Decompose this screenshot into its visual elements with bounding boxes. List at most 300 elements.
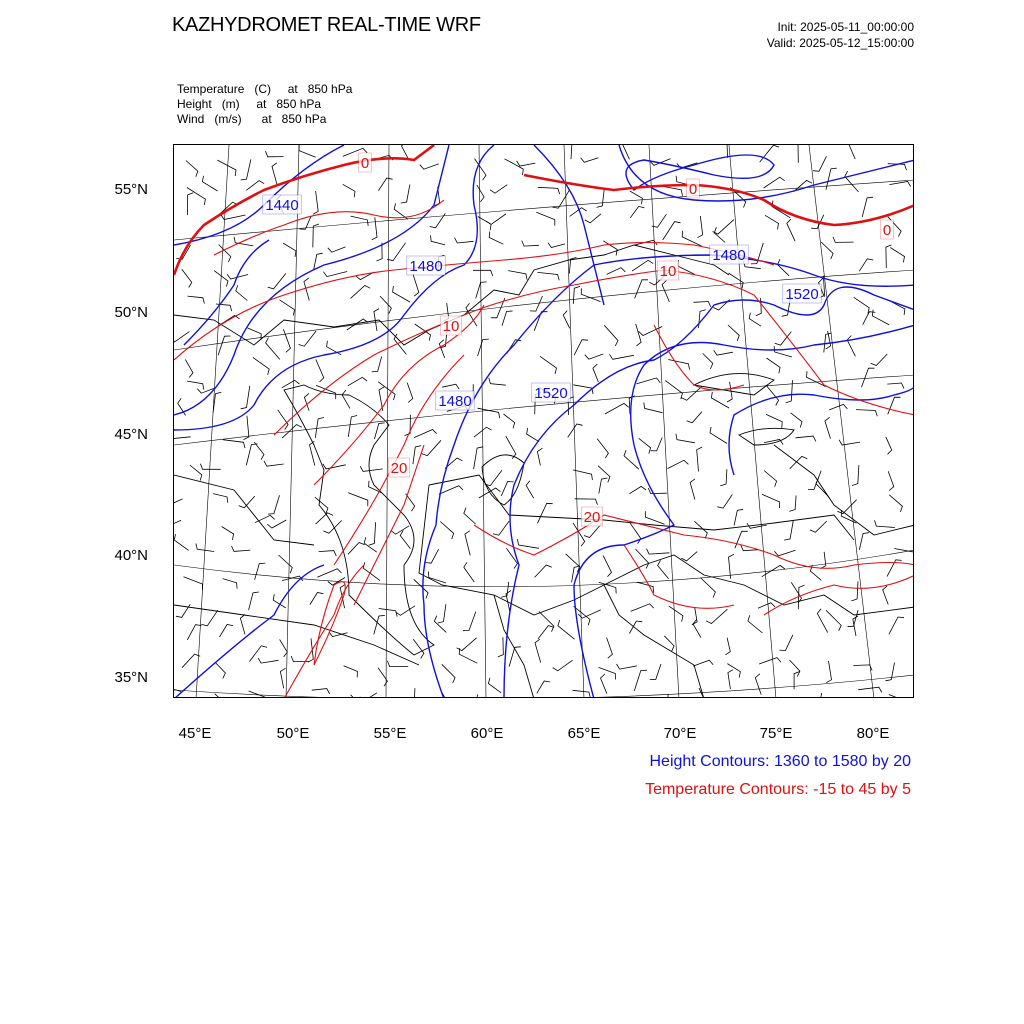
- caspian-coast: [284, 385, 434, 655]
- wind-barb: [236, 285, 248, 300]
- height-contour: [174, 145, 494, 430]
- wind-barb: [184, 577, 203, 590]
- wind-barb: [506, 548, 517, 568]
- wind-barb: [328, 247, 346, 252]
- wind-barb: [498, 637, 504, 657]
- wind-barb: [617, 664, 638, 669]
- wind-barb: [439, 486, 463, 495]
- wind-barb: [380, 296, 391, 314]
- wind-barb: [188, 193, 194, 215]
- wind-barb: [535, 639, 541, 662]
- wind-barb: [774, 346, 792, 357]
- wind-barb: [223, 579, 237, 589]
- wind-barb: [875, 520, 895, 527]
- wind-barb: [455, 238, 474, 243]
- lat-tick-45n: 45°N: [114, 426, 148, 443]
- height-contour-label: [436, 391, 474, 410]
- wind-barb: [538, 187, 560, 194]
- wind-barb: [348, 493, 368, 507]
- wind-barb: [396, 606, 416, 616]
- wind-barb: [774, 550, 795, 556]
- wind-barb: [779, 635, 793, 651]
- meridian-60e: [479, 145, 486, 698]
- wind-barb: [767, 358, 781, 373]
- wind-barb: [786, 380, 793, 403]
- wind-barb: [317, 569, 341, 578]
- height-contour-label: [532, 383, 570, 402]
- wind-barb: [351, 216, 369, 226]
- parallel-35n: [174, 675, 914, 698]
- height-contour: [423, 255, 914, 698]
- wind-barb: [634, 670, 647, 691]
- wind-barb: [490, 185, 507, 194]
- border-line: [174, 605, 419, 665]
- wind-barb: [635, 280, 648, 299]
- wind-barb: [676, 434, 695, 443]
- wind-barb: [829, 404, 847, 410]
- svg-text:0: 0: [360, 155, 370, 172]
- height-contours: [174, 145, 914, 698]
- wind-barb: [232, 546, 251, 551]
- wind-barb: [434, 616, 446, 633]
- wind-barb: [669, 606, 683, 622]
- wind-barb: [409, 688, 415, 698]
- lat-tick-40n: 40°N: [114, 547, 148, 564]
- wind-barb: [681, 552, 697, 561]
- map-plot-area: [173, 144, 914, 698]
- meridian-65e: [564, 145, 584, 698]
- wind-barb: [517, 539, 539, 548]
- field-temperature: Temperature (C) at 850 hPa: [177, 82, 353, 96]
- wind-barb: [701, 578, 716, 598]
- wind-barb: [489, 378, 506, 385]
- wind-barb: [798, 145, 804, 163]
- wind-barb: [488, 678, 501, 693]
- wind-barb: [826, 168, 837, 190]
- wind-barb: [871, 354, 888, 366]
- wind-barb: [662, 281, 669, 303]
- wind-barb: [706, 609, 727, 623]
- run-info: [767, 19, 914, 51]
- svg-text:1440: 1440: [265, 197, 299, 214]
- wind-barb: [573, 523, 585, 546]
- wind-barb: [241, 386, 250, 409]
- svg-text:0: 0: [882, 222, 892, 239]
- wind-barb: [848, 610, 859, 627]
- wind-barb: [889, 617, 904, 634]
- wind-barb: [254, 442, 264, 460]
- wind-barb: [188, 296, 205, 304]
- wind-barb: [507, 340, 522, 354]
- meridian-75e: [729, 145, 776, 698]
- wind-barb: [439, 340, 444, 358]
- wind-barb: [537, 448, 542, 465]
- wind-barb: [431, 235, 446, 245]
- wind-barb: [837, 500, 856, 514]
- wind-barb: [372, 357, 382, 372]
- wind-barb: [248, 328, 262, 340]
- wind-barb: [527, 428, 539, 442]
- wind-barb: [202, 176, 217, 191]
- wind-barb: [599, 478, 608, 493]
- lon-tick-80e: 80°E: [856, 725, 890, 742]
- wind-barb: [465, 531, 470, 556]
- wind-barb: [517, 161, 536, 166]
- height-contour: [184, 240, 269, 345]
- wind-barb: [272, 163, 277, 185]
- height-contour: [504, 287, 914, 698]
- wind-barb: [784, 521, 793, 540]
- parallel-40n: [174, 550, 914, 587]
- wind-barb: [687, 412, 702, 423]
- wind-barb: [360, 693, 377, 698]
- wind-barb: [605, 403, 629, 414]
- height-contours-note: Height Contours: 1360 to 1580 by 20: [649, 753, 911, 770]
- wind-barb: [759, 658, 781, 664]
- wind-barb: [610, 354, 634, 359]
- wind-barb: [645, 511, 664, 524]
- svg-text:0: 0: [688, 181, 698, 198]
- wind-barb: [668, 460, 689, 468]
- wind-barb: [413, 639, 424, 658]
- svg-text:1480: 1480: [409, 258, 443, 275]
- wind-barb: [603, 555, 611, 576]
- wind-barb: [240, 615, 245, 635]
- wind-barb: [464, 562, 475, 582]
- temperature-contour-label: [687, 179, 700, 198]
- wind-barb: [182, 654, 200, 668]
- wind-barb: [539, 612, 554, 632]
- wind-barb: [174, 332, 189, 342]
- wind-barb: [283, 243, 296, 257]
- wind-barb: [473, 270, 493, 276]
- wind-barb: [713, 220, 734, 235]
- wind-barb: [720, 469, 727, 486]
- wind-barb: [246, 444, 257, 466]
- wind-barb: [714, 350, 733, 355]
- height-contour: [174, 565, 324, 698]
- wind-barb: [889, 182, 910, 187]
- wind-barb: [351, 695, 362, 698]
- wind-barb: [348, 416, 357, 437]
- svg-text:10: 10: [659, 263, 677, 280]
- wind-barb: [280, 300, 295, 316]
- wind-barb: [764, 471, 777, 487]
- wind-barb: [348, 377, 367, 386]
- wind-barb: [316, 359, 324, 382]
- valid-time: Valid: 2025-05-12_15:00:00: [766, 36, 914, 50]
- wind-barb: [299, 331, 317, 346]
- wind-barb: [299, 145, 316, 157]
- wind-barb: [422, 440, 441, 455]
- wind-barb: [478, 339, 489, 356]
- meridian-80e: [809, 145, 874, 698]
- wind-barb: [632, 260, 653, 271]
- wind-barb: [215, 694, 231, 698]
- wind-barb: [174, 680, 181, 691]
- wind-barb: [826, 661, 831, 683]
- wind-barb: [597, 439, 608, 459]
- wind-barb: [663, 222, 681, 240]
- wind-barb: [883, 586, 889, 605]
- wind-barb: [887, 383, 904, 388]
- lon-tick-75e: 75°E: [759, 725, 793, 742]
- wind-barb: [681, 387, 701, 401]
- lon-tick-45e: 45°E: [178, 725, 212, 742]
- wind-barb: [796, 436, 816, 441]
- wind-barb: [766, 414, 782, 427]
- wind-barb: [728, 670, 733, 689]
- wind-barb: [401, 184, 410, 203]
- temperature-contour-label: [881, 220, 894, 239]
- wind-barb: [631, 604, 654, 612]
- wind-barb: [888, 471, 894, 490]
- wind-barb: [505, 159, 524, 175]
- lon-tick-60e: 60°E: [470, 725, 504, 742]
- height-contour-label: [407, 256, 445, 275]
- wind-barb: [812, 693, 822, 698]
- wind-barb: [604, 325, 618, 346]
- wind-barb: [890, 248, 904, 263]
- wind-barb: [607, 268, 626, 275]
- svg-text:1480: 1480: [712, 247, 746, 264]
- wind-barb: [304, 393, 309, 410]
- wind-barb: [852, 465, 859, 485]
- wind-barb: [810, 521, 827, 532]
- wind-barb: [253, 358, 269, 375]
- wind-barb: [217, 160, 236, 176]
- wind-barb: [267, 520, 286, 528]
- wind-barb: [571, 145, 578, 159]
- wind-barb: [283, 329, 290, 352]
- wind-barb: [187, 188, 206, 206]
- meridian-70e: [649, 145, 679, 698]
- wind-barb: [578, 610, 601, 618]
- wind-barb: [728, 325, 739, 341]
- wind-barb: [791, 413, 802, 428]
- wind-barb: [474, 447, 483, 469]
- wind-barb: [246, 181, 264, 191]
- wind-barb: [223, 440, 245, 448]
- field-height: Height (m) at 850 hPa: [177, 97, 322, 111]
- wind-barb: [690, 479, 695, 500]
- wind-barb: [344, 666, 358, 678]
- wind-barb: [250, 646, 268, 662]
- lon-tick-65e: 65°E: [567, 725, 601, 742]
- wind-barb: [886, 245, 892, 268]
- lat-lon-grid: [174, 145, 914, 698]
- temperature-contour: [654, 325, 744, 390]
- wind-barb: [644, 402, 663, 412]
- lat-tick-50n: 50°N: [114, 304, 148, 321]
- wind-barb: [414, 579, 428, 598]
- wind-barb: [264, 461, 284, 466]
- wind-barb: [858, 687, 882, 692]
- wind-barb: [755, 674, 761, 695]
- wind-barb: [323, 272, 347, 277]
- wind-barb: [727, 664, 740, 678]
- wind-barb: [862, 197, 873, 217]
- height-contour-label: [710, 245, 748, 264]
- wind-barb: [886, 437, 892, 454]
- wind-barb: [351, 286, 371, 299]
- wind-barb: [442, 664, 455, 683]
- wind-barb: [847, 336, 855, 357]
- wind-barb: [693, 302, 710, 307]
- temperature-contour: [474, 515, 914, 568]
- wind-barb: [360, 466, 383, 471]
- wind-barb: [536, 212, 555, 225]
- lon-tick-50e: 50°E: [276, 725, 310, 742]
- wind-barb: [762, 494, 780, 508]
- wind-barb: [839, 440, 860, 445]
- wind-barb: [734, 509, 743, 525]
- wind-barb: [438, 604, 446, 623]
- wind-barb: [255, 563, 266, 580]
- border-line: [174, 475, 314, 545]
- wind-barb: [174, 499, 183, 506]
- balkhash: [694, 374, 774, 395]
- wind-barb: [789, 496, 796, 512]
- wind-barb: [363, 562, 380, 580]
- wind-barb: [279, 555, 293, 573]
- wind-barb: [522, 241, 539, 247]
- wind-barb: [821, 242, 833, 259]
- wind-barb: [369, 522, 376, 545]
- wind-barb: [174, 434, 191, 439]
- wind-barb: [537, 681, 550, 693]
- svg-text:20: 20: [583, 509, 601, 526]
- wind-barb: [319, 551, 337, 557]
- lat-tick-55n: 55°N: [114, 181, 148, 198]
- wind-barb: [766, 385, 779, 406]
- wind-barb: [186, 161, 198, 177]
- border-line: [429, 475, 854, 540]
- wind-barb: [255, 515, 275, 522]
- wind-barb: [420, 164, 439, 169]
- wind-barb: [652, 214, 667, 227]
- wind-barb: [727, 382, 732, 402]
- wind-barb: [268, 273, 286, 289]
- wind-barb: [414, 430, 437, 438]
- temperature-contour-label: [359, 153, 372, 172]
- wind-barb: [558, 620, 575, 639]
- aral-sea: [482, 455, 524, 505]
- height-contour-label: [263, 195, 301, 214]
- wind-barb: [548, 243, 565, 248]
- field-wind: Wind (m/s) at 850 hPa: [177, 112, 327, 126]
- wind-barb: [778, 259, 789, 276]
- temperature-contour: [284, 565, 364, 698]
- wind-barb: [630, 206, 644, 217]
- wind-barb: [400, 530, 410, 548]
- wind-barb: [651, 438, 663, 451]
- wind-barb: [630, 191, 643, 204]
- temperature-contour: [764, 575, 914, 615]
- wind-barb: [535, 565, 552, 577]
- wind-barb: [537, 272, 559, 280]
- wind-barb: [791, 582, 801, 603]
- wind-barb: [379, 387, 384, 411]
- wind-barb: [315, 497, 328, 514]
- wind-barb: [593, 364, 599, 382]
- wind-barb: [280, 668, 285, 688]
- wind-barb: [798, 585, 804, 609]
- wind-barb: [442, 384, 459, 389]
- wind-barb: [387, 243, 405, 261]
- wind-barb: [566, 554, 580, 573]
- wind-barb: [607, 638, 613, 659]
- wind-barb: [538, 626, 554, 639]
- wind-barb: [493, 521, 509, 535]
- wind-barb: [889, 695, 904, 699]
- wind-barb: [485, 470, 502, 485]
- wind-barb: [581, 158, 599, 163]
- wind-barb: [387, 661, 408, 667]
- wind-barb: [790, 660, 800, 677]
- wind-barb: [502, 311, 513, 326]
- wind-barb: [568, 424, 583, 437]
- wind-barb: [201, 610, 217, 626]
- wind-barb: [764, 177, 785, 188]
- wind-barb: [765, 215, 779, 229]
- wind-barb: [538, 503, 553, 523]
- wind-barb: [637, 582, 653, 592]
- wind-barb: [581, 288, 600, 301]
- temperature-contour-label: [657, 261, 678, 280]
- wind-barb: [710, 427, 727, 444]
- init-time: Init: 2025-05-11_00:00:00: [777, 20, 914, 34]
- wind-barb: [213, 494, 228, 503]
- wind-barb: [187, 381, 204, 390]
- wind-barb: [468, 694, 478, 698]
- wind-barb: [629, 486, 646, 493]
- border-line: [494, 595, 534, 698]
- lon-tick-55e: 55°E: [373, 725, 407, 742]
- lat-tick-35n: 35°N: [114, 669, 148, 686]
- wind-barb: [826, 610, 841, 631]
- wind-barb: [407, 383, 413, 403]
- wind-barb: [222, 527, 234, 540]
- wind-barb: [428, 572, 446, 584]
- field-descriptions: [177, 82, 352, 127]
- wind-barb: [825, 417, 831, 438]
- wind-barb: [601, 674, 607, 694]
- temperature-contour-label: [581, 507, 602, 526]
- wind-barb: [665, 381, 682, 400]
- svg-text:10: 10: [442, 318, 460, 335]
- wind-barb: [266, 151, 284, 157]
- wind-barb: [889, 495, 902, 512]
- map-svg: [174, 145, 914, 698]
- wind-barb: [697, 216, 702, 238]
- wind-barb: [585, 354, 603, 359]
- wind-barb: [182, 269, 192, 287]
- temperature-contour: [214, 200, 444, 255]
- border-line: [604, 585, 704, 698]
- wind-barb: [650, 664, 661, 680]
- wind-barb: [391, 526, 409, 534]
- wind-barb: [711, 392, 729, 408]
- wind-barb: [693, 660, 713, 666]
- wind-barb: [323, 521, 341, 534]
- border-line: [774, 445, 914, 535]
- wind-barb: [856, 410, 877, 417]
- border-line: [419, 485, 914, 615]
- wind-barb: [859, 533, 869, 550]
- temperature-contour-label: [440, 316, 461, 335]
- svg-text:20: 20: [390, 460, 408, 477]
